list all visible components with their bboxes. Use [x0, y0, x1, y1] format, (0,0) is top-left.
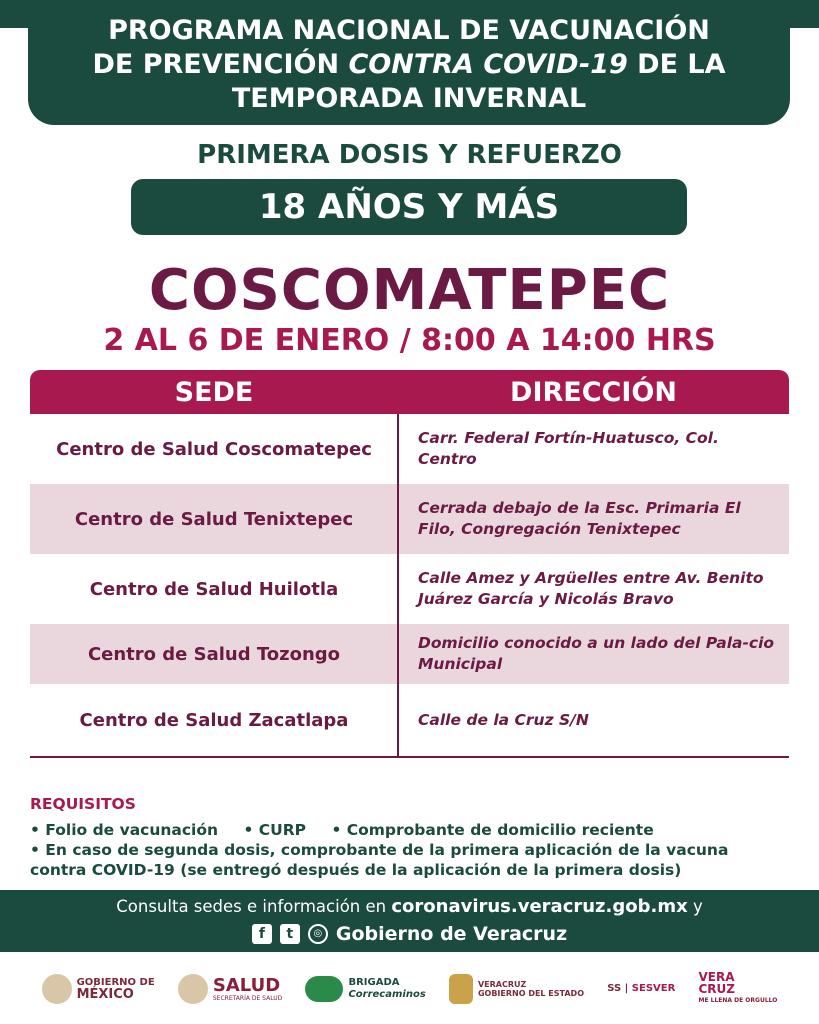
social-row	[0, 923, 819, 945]
facebook-icon[interactable]: f	[252, 924, 272, 944]
table-row	[30, 554, 789, 624]
ss-sesver-logo: SS | SESVER	[607, 983, 676, 994]
website-link[interactable]: coronavirus.veracruz.gob.mx	[391, 896, 688, 917]
venue-address: Carr. Federal Fortín-Huatusco, Col. Centro	[418, 429, 719, 468]
requirement-item: • Folio de vacunación	[30, 821, 219, 839]
title-line-3: TEMPORADA INVERNAL	[231, 83, 587, 114]
requirement-item: • En caso de segunda dosis, comprobante de la primera aplicación de la vacuna contra COVID-19 (se entregó después de la aplicación de la primera dosis)	[30, 841, 729, 879]
table-row	[30, 624, 789, 684]
title-line-2: DE PREVENCIÓN CONTRA COVID-19 DE LA	[92, 49, 726, 80]
consult-text: Consulta sedes e información en coronavirus.veracruz.gob.mx y	[116, 896, 703, 917]
requirements	[30, 794, 790, 880]
veracruz-orgullo-logo: VERA CRUZ ME LLENA DE ORGULLO	[698, 970, 778, 1004]
column-header-sede: SEDE	[174, 376, 254, 408]
venue-name: Centro de Salud Huilotla	[89, 578, 339, 600]
program-title	[28, 0, 790, 125]
venues-table	[30, 370, 789, 756]
logos-row	[0, 960, 819, 1018]
requirements-title: REQUISITOS	[30, 795, 136, 813]
table-row	[30, 684, 789, 756]
eagle-seal-icon	[178, 974, 208, 1004]
date-range: 2 AL 6 DE ENERO / 8:00 A 14:00 HRS	[103, 323, 716, 358]
venue-name: Centro de Salud Tenixtepec	[74, 508, 354, 530]
age-badge: 18 AÑOS Y MÁS	[131, 179, 687, 235]
footer-band	[0, 890, 819, 952]
instagram-icon[interactable]: ◎	[308, 924, 328, 944]
table-row	[30, 414, 789, 484]
column-divider	[397, 414, 399, 758]
column-header-direccion: DIRECCIÓN	[510, 376, 677, 408]
brigada-correcaminos-logo: BRIGADA Correcaminos	[305, 976, 425, 1002]
requirement-item: • CURP	[243, 821, 307, 839]
city-name: COSCOMATEPEC	[148, 258, 671, 323]
table-bottom-line	[30, 756, 789, 758]
venue-name: Centro de Salud Zacatlapa	[79, 709, 349, 731]
requirement-item: • Comprobante de domicilio reciente	[331, 821, 654, 839]
venue-address: Calle de la Cruz S/N	[418, 710, 589, 729]
gobierno-mexico-logo: GOBIERNO DE MÉXICO	[42, 974, 155, 1004]
venue-address: Calle Amez y Argüelles entre Av. Benito Juárez García y Nicolás Bravo	[418, 569, 764, 608]
table-row	[30, 484, 789, 554]
venue-name: Centro de Salud Tozongo	[87, 643, 341, 665]
twitter-icon[interactable]: t	[280, 924, 300, 944]
dose-subtitle: PRIMERA DOSIS Y REFUERZO	[197, 140, 622, 170]
requirements-line-1	[30, 820, 790, 840]
government-name: Gobierno de Veracruz	[335, 923, 568, 945]
title-line-1: PROGRAMA NACIONAL DE VACUNACIÓN	[108, 15, 710, 46]
eagle-seal-icon	[42, 974, 72, 1004]
veracruz-shield-icon	[449, 974, 473, 1004]
table-header	[30, 370, 789, 414]
salud-logo: SALUD SECRETARÍA DE SALUD	[178, 974, 282, 1004]
veracruz-gobierno-logo: VERACRUZ GOBIERNO DEL ESTADO	[449, 974, 584, 1004]
roadrunner-icon	[305, 976, 343, 1002]
venue-address: Cerrada debajo de la Esc. Primaria El Filo, Congregación Tenixtepec	[418, 499, 741, 538]
venue-name: Centro de Salud Coscomatepec	[56, 438, 372, 460]
venue-address: Domicilio conocido a un lado del Pala-cio Municipal	[418, 634, 775, 673]
